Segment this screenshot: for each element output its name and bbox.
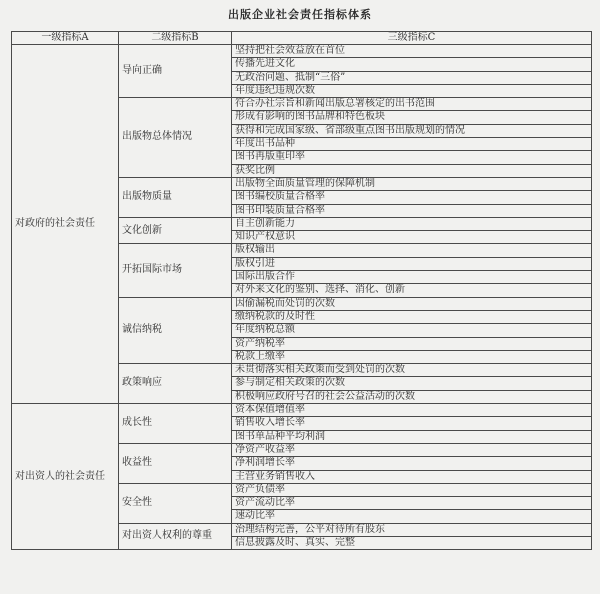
level-2-indicator: 开拓国际市场	[119, 244, 232, 297]
level-3-indicator: 主营业务销售收入	[232, 470, 592, 483]
level-2-indicator: 出版物质量	[119, 177, 232, 217]
level-3-indicator: 获得和完成国家级、省部级重点图书出版规划的情况	[232, 124, 592, 137]
level-3-indicator: 税款上缴率	[232, 350, 592, 363]
level-3-indicator: 版权输出	[232, 244, 592, 257]
indicator-table	[11, 31, 592, 550]
level-3-indicator: 信息披露及时、真实、完整	[232, 536, 592, 549]
level-3-indicator: 传播先进文化	[232, 58, 592, 71]
level-2-indicator: 安全性	[119, 483, 232, 523]
level-3-indicator: 出版物全面质量管理的保障机制	[232, 177, 592, 190]
level-3-indicator: 年度纳税总额	[232, 324, 592, 337]
level-3-indicator: 自主创新能力	[232, 217, 592, 230]
level-2-indicator: 政策响应	[119, 364, 232, 404]
header-row	[12, 32, 592, 45]
level-2-indicator: 出版物总体情况	[119, 98, 232, 178]
level-3-indicator: 图书印装质量合格率	[232, 204, 592, 217]
level-3-indicator: 图书再版重印率	[232, 151, 592, 164]
level-3-indicator: 治理结构完善，公平对待所有股东	[232, 523, 592, 536]
header-level-3: 三级指标C	[232, 32, 592, 45]
level-3-indicator: 年度出书品种	[232, 138, 592, 151]
level-2-indicator: 对出资人权利的尊重	[119, 523, 232, 550]
level-3-indicator: 图书编校质量合格率	[232, 191, 592, 204]
level-3-indicator: 净资产收益率	[232, 443, 592, 456]
level-3-indicator: 获奖比例	[232, 164, 592, 177]
level-2-indicator: 成长性	[119, 404, 232, 444]
level-3-indicator: 资产负债率	[232, 483, 592, 496]
level-3-indicator: 国际出版合作	[232, 271, 592, 284]
level-2-indicator: 文化创新	[119, 217, 232, 244]
level-1-indicator: 对政府的社会责任	[12, 45, 119, 404]
table-row	[12, 45, 592, 58]
page-title: 出版企业社会责任指标体系	[228, 8, 372, 21]
level-3-indicator: 年度违纪违规次数	[232, 84, 592, 97]
level-3-indicator: 坚持把社会效益放在首位	[232, 45, 592, 58]
level-3-indicator: 速动比率	[232, 510, 592, 523]
level-3-indicator: 图书单品种平均利润	[232, 430, 592, 443]
level-2-indicator: 导向正确	[119, 45, 232, 98]
level-3-indicator: 形成有影响的图书品牌和特色板块	[232, 111, 592, 124]
level-3-indicator: 对外来文化的鉴别、选择、消化、创新	[232, 284, 592, 297]
level-3-indicator: 缴纳税款的及时性	[232, 310, 592, 323]
level-3-indicator: 积极响应政府号召的社会公益活动的次数	[232, 390, 592, 403]
header-level-2: 二级指标B	[119, 32, 232, 45]
indicator-body	[12, 45, 592, 550]
level-3-indicator: 销售收入增长率	[232, 417, 592, 430]
level-3-indicator: 资本保值增值率	[232, 404, 592, 417]
level-3-indicator: 参与制定相关政策的次数	[232, 377, 592, 390]
level-3-indicator: 资产流动比率	[232, 497, 592, 510]
level-2-indicator: 诚信纳税	[119, 297, 232, 363]
level-2-indicator: 收益性	[119, 443, 232, 483]
level-3-indicator: 版权引进	[232, 257, 592, 270]
header-level-1: 一级指标A	[12, 32, 119, 45]
level-3-indicator: 符合办社宗旨和新闻出版总署核定的出书范围	[232, 98, 592, 111]
level-3-indicator: 净利润增长率	[232, 457, 592, 470]
level-3-indicator: 知识产权意识	[232, 231, 592, 244]
level-3-indicator: 未贯彻落实相关政策而受到处罚的次数	[232, 364, 592, 377]
level-3-indicator: 资产纳税率	[232, 337, 592, 350]
level-3-indicator: 无政治问题、抵制“三俗”	[232, 71, 592, 84]
table-row	[12, 404, 592, 417]
level-1-indicator: 对出资人的社会责任	[12, 404, 119, 550]
level-3-indicator: 因偷漏税而处罚的次数	[232, 297, 592, 310]
